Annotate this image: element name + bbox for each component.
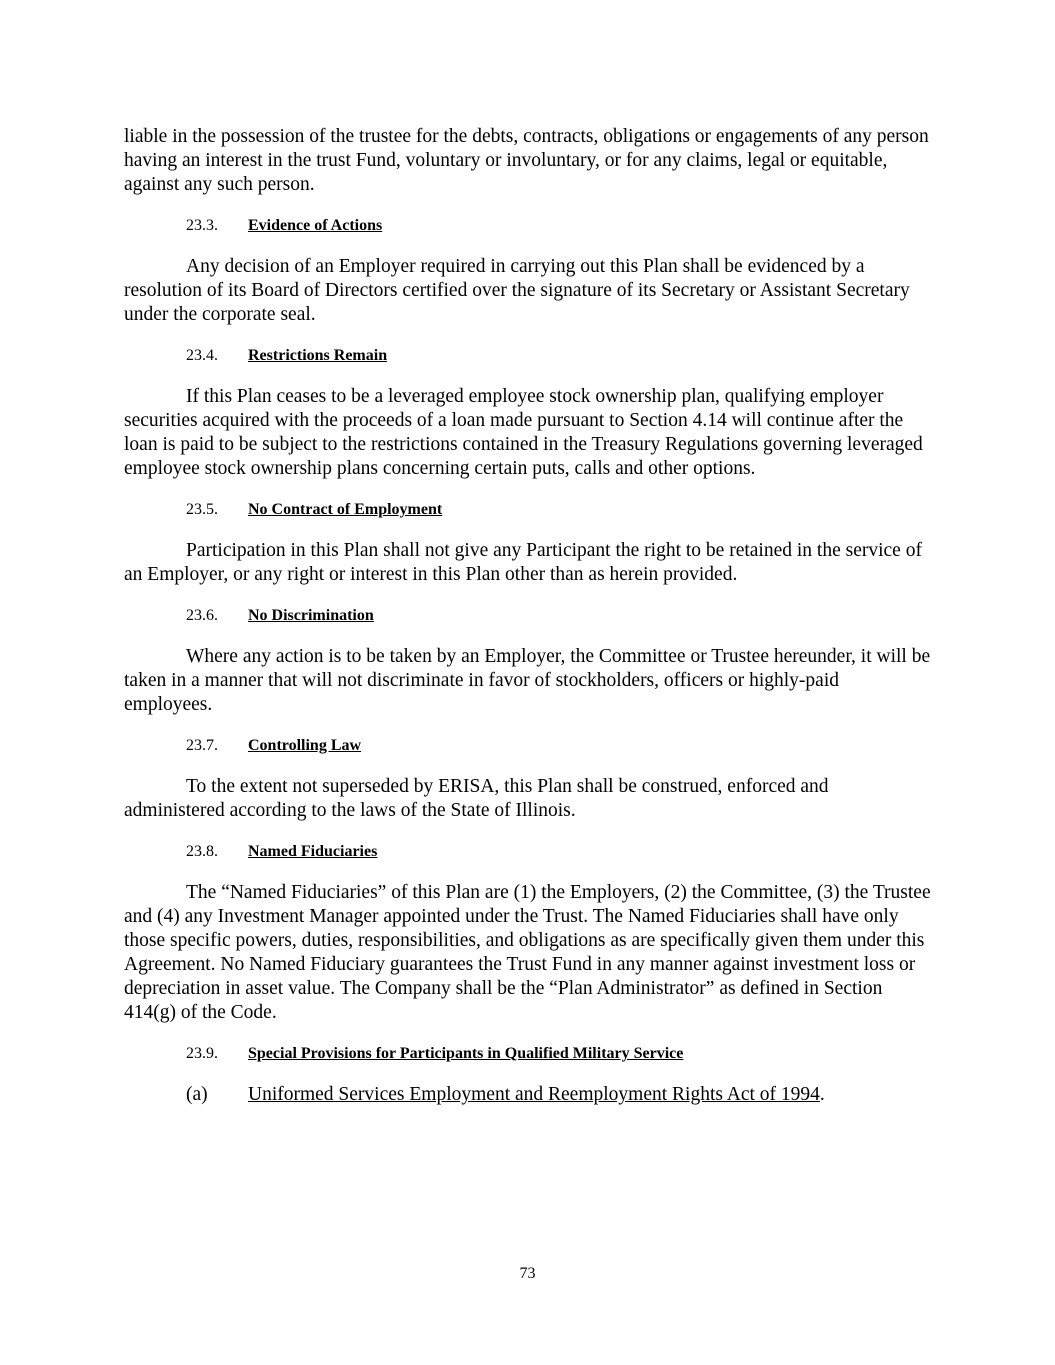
section-body-23-4: If this Plan ceases to be a leveraged employee stock ownership plan, qualifying employer securities acquired with the proceeds of a loan made pursuant to Section 4.14 will continue after the loan is paid to be subject to the restrictions contained in the Treasury Regulations governing leveraged employee stock ownership plans concerning certain puts, calls and other options. — [124, 386, 923, 479]
section-number: 23.9. — [186, 1045, 218, 1062]
section-title: No Discrimination — [248, 607, 374, 624]
section-title: Controlling Law — [248, 737, 362, 754]
section-body-23-3: Any decision of an Employer required in carrying out this Plan shall be evidenced by a resolution of its Board of Directors certified over the signature of its Secretary or Assistant Secretary under the corporate seal. — [124, 256, 910, 325]
subsection-label: (a) — [186, 1084, 208, 1105]
section-number: 23.7. — [186, 737, 218, 754]
section-number: 23.4. — [186, 347, 218, 364]
section-number: 23.5. — [186, 501, 218, 518]
section-heading-23-4 — [124, 347, 932, 365]
subsection-trailing-punctuation: . — [819, 1084, 825, 1105]
section-title: Named Fiduciaries — [248, 843, 378, 860]
section-title: Special Provisions for Participants in Qualified Military Service — [248, 1045, 684, 1062]
section-heading-23-6 — [124, 607, 932, 625]
section-number: 23.8. — [186, 843, 218, 860]
page-number: 73 — [519, 1265, 536, 1282]
section-title: No Contract of Employment — [248, 501, 443, 518]
section-heading-23-5 — [124, 501, 932, 519]
section-number: 23.3. — [186, 217, 218, 234]
section-heading-23-7 — [124, 737, 932, 755]
section-heading-23-8 — [124, 843, 932, 861]
section-title: Restrictions Remain — [248, 347, 388, 364]
section-body-23-5: Participation in this Plan shall not give any Participant the right to be retained in the service of an Employer, or any right or interest in this Plan other than as herein provided. — [124, 540, 922, 585]
section-number: 23.6. — [186, 607, 218, 624]
subsection-title: Uniformed Services Employment and Reemployment Rights Act of 1994 — [248, 1084, 820, 1105]
section-heading-23-3 — [124, 217, 932, 235]
subsection-heading-a — [124, 1083, 932, 1107]
opening-paragraph: liable in the possession of the trustee for the debts, contracts, obligations or engagements of any person having an interest in the trust Fund, voluntary or involuntary, or for any claims, legal or equitable, against any such person. — [124, 126, 929, 195]
section-body-23-6: Where any action is to be taken by an Employer, the Committee or Trustee hereunder, it will be taken in a manner that will not discriminate in favor of stockholders, officers or highly-paid employees. — [124, 646, 931, 715]
section-body-23-7: To the extent not superseded by ERISA, this Plan shall be construed, enforced and administered according to the laws of the State of Illinois. — [124, 776, 829, 821]
section-body-23-8: The “Named Fiduciaries” of this Plan are (1) the Employers, (2) the Committee, (3) the Trustee and (4) any Investment Manager appointed under the Trust. The Named Fiduciaries shall have only those specific powers, duties, responsibilities, and obligations as are specifically given them under this Agreement. No Named Fiduciary guarantees the Trust Fund in any manner against investment loss or depreciation in asset value. The Company shall be the “Plan Administrator” as defined in Section 414(g) of the Code. — [124, 882, 931, 1023]
section-title: Evidence of Actions — [248, 217, 383, 234]
section-heading-23-9 — [124, 1045, 932, 1063]
document-page — [124, 125, 932, 1107]
